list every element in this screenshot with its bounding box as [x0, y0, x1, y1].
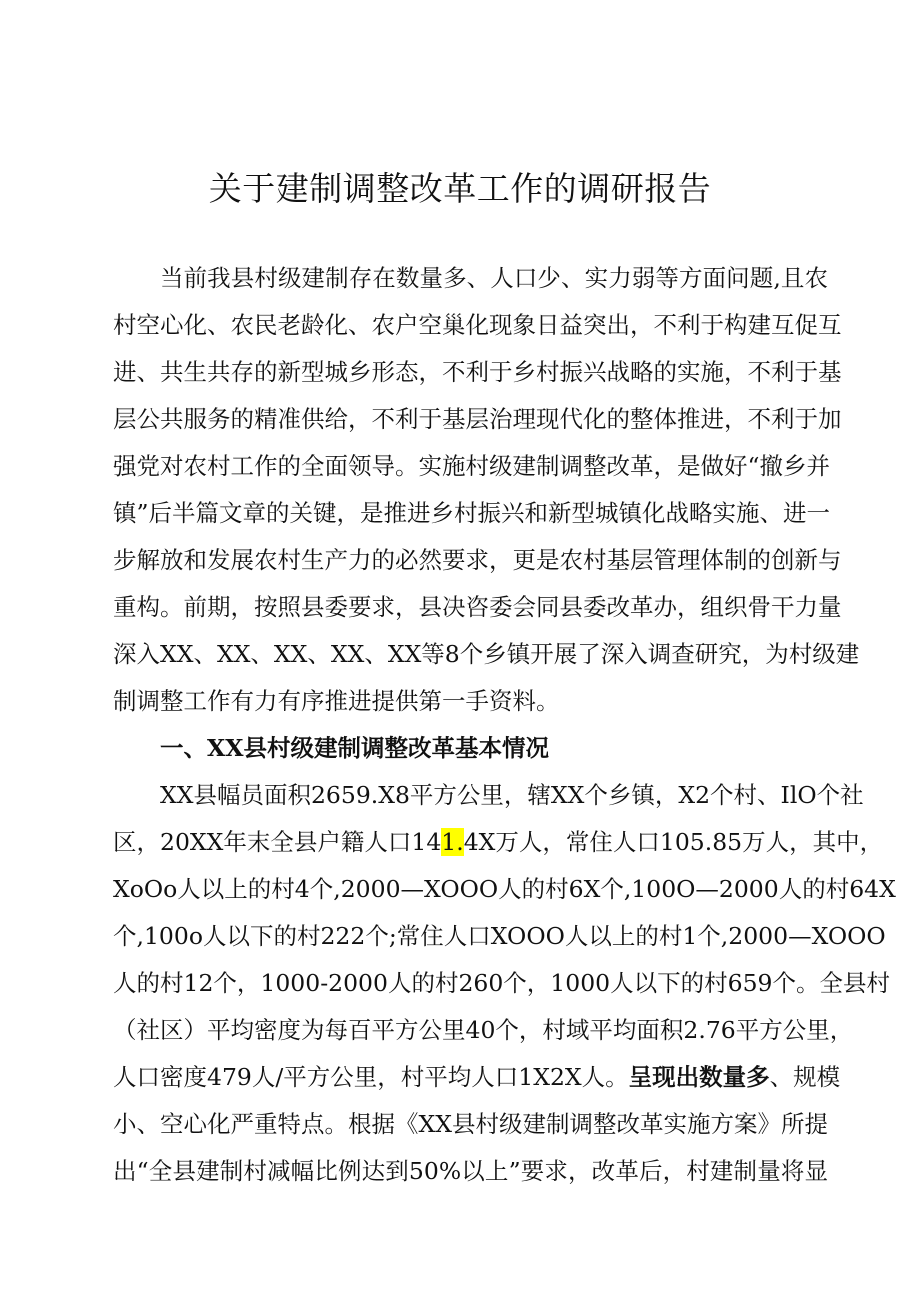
- paragraph-line: 人的村12个，1000-2000人的村260个，1000人以下的村659个。全县村: [113, 969, 890, 997]
- paragraph-line: 个,100o人以下的村222个;常住人口XOOO人以上的村1个,2000—XOOO: [113, 922, 886, 950]
- paragraph-line: [113, 1057, 841, 1097]
- highlighted-text: 1.: [441, 828, 464, 856]
- section-heading: 一、XX县村级建制调整改革基本情况: [160, 734, 549, 762]
- paragraph-line: 层公共服务的精准供给，不利于基层治理现代化的整体推进，不利于加: [113, 405, 842, 433]
- text-run: 人口密度479人/平方公里，村平均人口1X2X人。: [113, 1063, 629, 1091]
- paragraph-line: 村空心化、农民老龄化、农户空巢化现象日益突出，不利于构建互促互: [113, 311, 842, 339]
- paragraph-line: XoOo人以上的村4个,2000—XOOO人的村6X个,100O—2000人的村64X: [113, 875, 896, 903]
- paragraph-line: 镇”后半篇文章的关键，是推进乡村振兴和新型城镇化战略实施、进一: [113, 499, 831, 527]
- text-run: 4X万人，常住人口105.85万人，其中，: [463, 828, 884, 856]
- paragraph-line: XX县幅员面积2659.X8平方公里，辖XX个乡镇，X2个村、IlO个社: [160, 781, 864, 809]
- document-title: 关于建制调整改革工作的调研报告: [208, 169, 712, 208]
- paragraph-line: 当前我县村级建制存在数量多、人口少、实力弱等方面问题,且农: [160, 264, 828, 292]
- text-run: 区，20XX年末全县户籍人口14: [113, 828, 442, 856]
- paragraph-line: [113, 822, 884, 862]
- paragraph-line: 进、共生共存的新型城乡形态，不利于乡村振兴战略的实施，不利于基: [113, 358, 842, 386]
- paragraph-line: 强党对农村工作的全面领导。实施村级建制调整改革，是做好“撤乡并: [113, 452, 831, 480]
- paragraph-line: 深入XX、XX、XX、XX、XX等8个乡镇开展了深入调查研究，为村级建: [113, 640, 860, 668]
- paragraph-line: 步解放和发展农村生产力的必然要求，更是农村基层管理体制的创新与: [113, 546, 842, 574]
- paragraph-line: 制调整工作有力有序推进提供第一手资料。: [113, 687, 560, 715]
- bold-text: 呈现出数量多: [628, 1063, 770, 1091]
- paragraph-line: 出“全县建制村减幅比例达到50%以上”要求，改革后，村建制量将显: [113, 1157, 828, 1185]
- paragraph-line: 小、空心化严重特点。根据《XX县村级建制调整改革实施方案》所提: [113, 1110, 828, 1138]
- text-run: 、规模: [769, 1063, 841, 1091]
- paragraph-line: （社区）平均密度为每百平方公里40个，村域平均面积2.76平方公里，: [113, 1016, 854, 1044]
- paragraph-line: 重构。前期，按照县委要求，县决咨委会同县委改革办，组织骨干力量: [113, 593, 842, 621]
